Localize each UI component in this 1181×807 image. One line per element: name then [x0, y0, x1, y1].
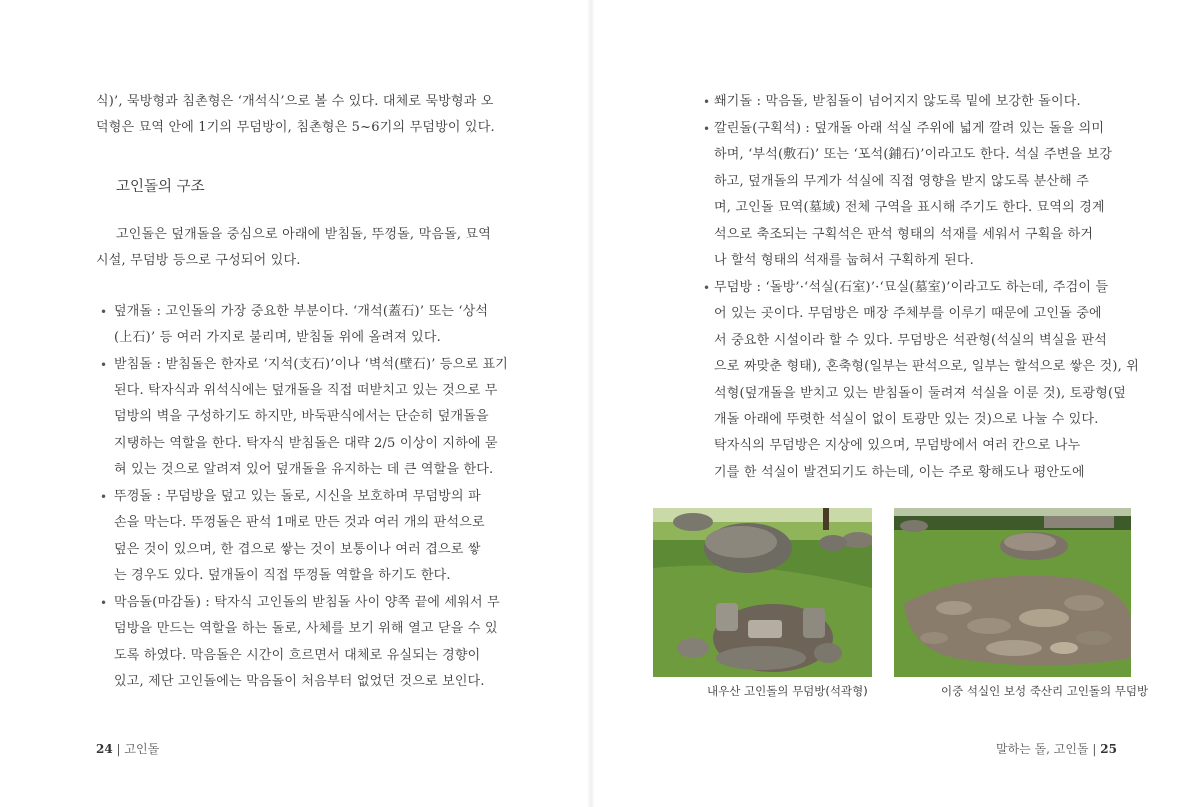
bullet-icon: • — [100, 358, 108, 372]
dolmen-burial-chamber-photo — [653, 508, 872, 677]
list-item-line: 막음돌(마감돌) : 탁자식 고인돌의 받침돌 사이 양쪽 끝에 세워서 무 — [114, 595, 500, 610]
list-item-line: 도록 하였다. 막음돌은 시간이 흐르면서 대체로 유실되는 경향이 — [114, 648, 481, 663]
list-item-line: 하며, ‘부석(敷石)’ 또는 ‘포석(鋪石)’이라고도 한다. 석실 주변을 보강 — [714, 147, 1113, 162]
folio-separator: | — [116, 742, 121, 756]
list-item-line: 받침돌 : 받침돌은 한자로 ‘지석(支石)’이나 ‘벽석(壁石)’ 등으로 표기 — [114, 357, 509, 372]
running-title: 말하는 돌, 고인돌 — [996, 742, 1089, 756]
list-item-line: 탁자식의 무덤방은 지상에 있으며, 무덤방에서 여러 칸으로 나누 — [714, 438, 1081, 453]
list-item-line: 하고, 덮개돌의 무게가 석실에 직접 영향을 받지 않도록 분산해 주 — [714, 174, 1090, 189]
bullet-icon: • — [703, 95, 711, 109]
page-number: 25 — [1100, 742, 1117, 756]
list-item-line: 며, 고인돌 묘역(墓域) 전체 구역을 표시해 주기도 한다. 묘역의 경계 — [714, 200, 1105, 215]
section-heading: 고인돌의 구조 — [116, 179, 205, 195]
page-number: 24 — [96, 742, 113, 756]
intro-line: 덕형은 묘역 안에 1기의 무덤방이, 침촌형은 5~6기의 무덤방이 있다. — [96, 120, 495, 135]
list-item-line: 어 있는 곳이다. 무덤방은 매장 주체부를 이루기 때문에 고인돌 중에 — [714, 306, 1102, 321]
list-item-line: 서 중요한 시설이라 할 수 있다. 무덤방은 석관형(석실의 벽실을 판석 — [714, 333, 1108, 348]
list-item-line: 덤방을 만드는 역할을 하는 돌로, 사체를 보기 위해 열고 닫을 수 있 — [114, 621, 498, 636]
bullet-icon: • — [703, 281, 711, 295]
list-item-line: 으로 짜맞춘 형태), 혼축형(일부는 판석으로, 일부는 할석으로 쌓은 것), 위 — [714, 359, 1140, 374]
paragraph-line: 고인돌은 덮개돌을 중심으로 아래에 받침돌, 뚜껑돌, 막음돌, 묘역 — [116, 227, 492, 242]
list-item-line: 무덤방 : ‘돌방’·‘석실(石室)’·‘묘실(墓室)’이라고도 하는데, 주검이 들 — [714, 280, 1109, 295]
page-folio-left — [96, 741, 159, 757]
bullet-icon: • — [100, 305, 108, 319]
page-folio-right — [996, 741, 1117, 757]
bullet-icon: • — [703, 122, 711, 136]
intro-line: 식)’, 묵방형과 침촌형은 ‘개석식’으로 볼 수 있다. 대체로 묵방형과 오 — [96, 94, 494, 109]
photo-caption: 이중 석실인 보성 죽산리 고인돌의 무덤방 — [941, 684, 1149, 698]
list-item-line: 뚜껑돌 : 무덤방을 덮고 있는 돌로, 시신을 보호하며 무덤방의 파 — [114, 489, 481, 504]
list-item-line: 나 할석 형태의 석재를 눕혀서 구획하게 된다. — [714, 253, 974, 268]
photo-caption: 내우산 고인돌의 무덤방(석곽형) — [707, 684, 868, 698]
right-page — [590, 0, 1181, 807]
running-title: 고인돌 — [124, 742, 160, 756]
list-item-line: 덮개돌 : 고인돌의 가장 중요한 부분이다. ‘개석(蓋石)’ 또는 ‘상석 — [114, 304, 489, 319]
list-item-line: 된다. 탁자식과 위석식에는 덮개돌을 직접 떠받치고 있는 것으로 무 — [114, 383, 498, 398]
list-item-line: 석으로 축조되는 구획석은 판석 형태의 석재를 세워서 구획을 하거 — [714, 227, 1094, 242]
bullet-icon: • — [100, 596, 108, 610]
dolmen-double-chamber-photo — [894, 508, 1131, 677]
list-item-line: 덮은 것이 있으며, 한 겹으로 쌓는 것이 보통이나 여러 겹으로 쌓 — [114, 542, 481, 557]
list-item-line: 석형(덮개돌을 받치고 있는 받침돌이 둘려져 석실을 이룬 것), 토광형(덮 — [714, 386, 1127, 401]
list-item-line: 기를 한 석실이 발견되기도 하는데, 이는 주로 황해도나 평안도에 — [714, 465, 1085, 480]
left-page — [0, 0, 590, 807]
bullet-icon: • — [100, 490, 108, 504]
folio-separator: | — [1092, 742, 1097, 756]
list-item-line: (上石)’ 등 여러 가지로 불리며, 받침돌 위에 올려져 있다. — [114, 330, 442, 345]
list-item-line: 손을 막는다. 뚜껑돌은 판석 1매로 만든 것과 여러 개의 판석으로 — [114, 515, 485, 530]
list-item-line: 개돌 아래에 뚜렷한 석실이 없이 토광만 있는 것)으로 나눌 수 있다. — [714, 412, 1099, 427]
list-item-line: 깔린돌(구획석) : 덮개돌 아래 석실 주위에 넓게 깔려 있는 돌을 의미 — [714, 121, 1105, 136]
list-item-line: 덤방의 벽을 구성하기도 하지만, 바둑판식에서는 단순히 덮개돌을 — [114, 409, 489, 424]
list-item-line: 쐐기돌 : 막음돌, 받침돌이 넘어지지 않도록 밑에 보강한 돌이다. — [714, 94, 1081, 109]
list-item-line: 혀 있는 것으로 알려져 있어 덮개돌을 유지하는 데 큰 역할을 한다. — [114, 462, 494, 477]
list-item-line: 있고, 제단 고인돌에는 막음돌이 처음부터 없었던 것으로 보인다. — [114, 674, 485, 689]
list-item-line: 지탱하는 역할을 한다. 탁자식 받침돌은 대략 2/5 이상이 지하에 묻 — [114, 436, 498, 451]
list-item-line: 는 경우도 있다. 덮개돌이 직접 뚜껑돌 역할을 하기도 한다. — [114, 568, 451, 583]
paragraph-line: 시설, 무덤방 등으로 구성되어 있다. — [96, 253, 301, 268]
